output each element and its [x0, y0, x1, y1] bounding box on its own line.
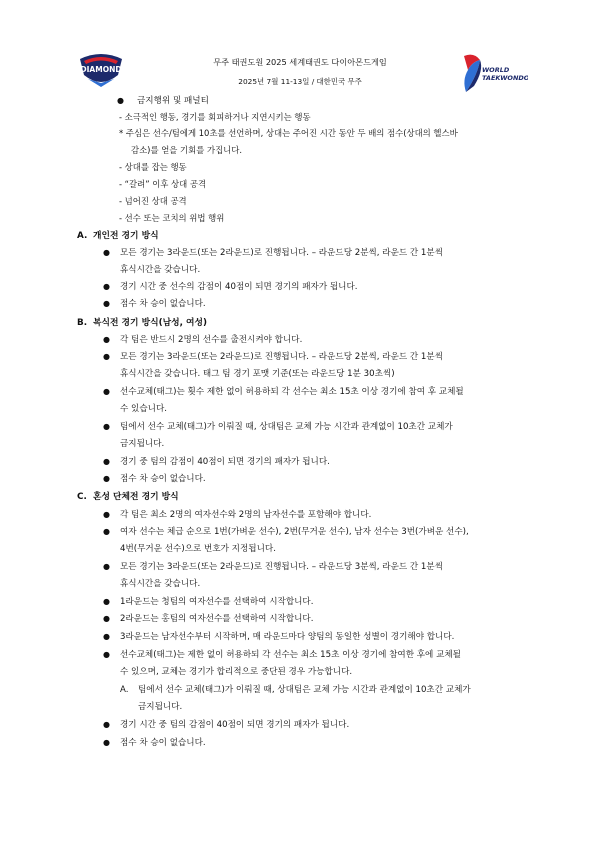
section-c-title: 혼성 단체전 경기 방식	[93, 492, 179, 502]
section-c-line: 경기 시간 중 팀의 감점이 40점이 되면 경기의 패자가 됩니다.	[120, 720, 350, 730]
intro-heading: 금지행위 및 패널티	[137, 96, 209, 106]
section-a-line: 경기 시간 중 선수의 감점이 40점이 되면 경기의 패자가 됩니다.	[120, 282, 358, 292]
section-b-line: 모든 경기는 3라운드(또는 2라운드)로 진행됩니다. – 라운드당 2분씩, 라운드 간 1분씩	[120, 352, 444, 362]
section-c-line: 휴식시간을 갖습니다.	[120, 579, 201, 589]
bullet-icon: ●	[103, 457, 110, 466]
world-taekwondo-logo	[458, 52, 528, 96]
section-b-line: 수 있습니다.	[120, 404, 167, 414]
bullet-icon: ●	[103, 387, 110, 396]
bullet-icon: ●	[103, 352, 110, 361]
bullet-icon: ●	[103, 299, 110, 308]
section-b-line: 휴식시간을 갖습니다. 태그 팀 경기 포맷 기준(또는 라운드당 1분 30초씩)	[120, 369, 395, 379]
logo-right-text-2: TAEKWONDO	[482, 74, 528, 82]
bullet-icon: ●	[103, 248, 110, 257]
section-a-line: 점수 차 승이 없습니다.	[120, 299, 206, 309]
intro-line: 감소)를 얻을 기회를 가집니다.	[131, 145, 242, 155]
section-b-line: 경기 중 팀의 감점이 40점이 되면 경기의 패자가 됩니다.	[120, 457, 330, 467]
bullet-icon: ●	[103, 527, 110, 536]
intro-line: - 넘어진 상대 공격	[119, 196, 187, 206]
section-a-title: 개인전 경기 방식	[93, 231, 159, 241]
section-c-line: 2라운드는 홍팀의 여자선수를 선택하여 시작합니다.	[120, 614, 314, 624]
section-b-title: 복식전 경기 방식(남성, 여성)	[93, 318, 208, 328]
bullet-icon: ●	[103, 720, 110, 729]
section-c-line: 수 있으며, 교체는 경기가 합리적으로 중단된 경우 가능합니다.	[120, 667, 353, 677]
section-c-letter: C.	[77, 492, 87, 502]
bullet-icon: ●	[103, 650, 110, 659]
section-b-line: 팀에서 선수 교체(태그)가 이뤄질 때, 상대팀은 교체 가능 시간과 관계없이 10초간 교체가	[120, 422, 453, 432]
bullet-icon: ●	[103, 510, 110, 519]
section-a-line: 휴식시간을 갖습니다.	[120, 265, 201, 275]
section-b-line: 선수교체(태그)는 횟수 제한 없이 허용하되 각 선수는 최소 15초 이상 경기에 참여 후 교체될	[120, 387, 464, 397]
bullet-icon: ●	[103, 632, 110, 641]
bullet-icon: ●	[103, 562, 110, 571]
bullet-icon: ●	[103, 597, 110, 606]
logo-right-text-1: WORLD	[482, 66, 510, 74]
intro-line: - 소극적인 행동, 경기를 회피하거나 지연시키는 행동	[119, 112, 311, 122]
logo-left-text: DIAMOND	[80, 65, 122, 74]
section-c-line: 팀에서 선수 교체(태그)가 이뤄질 때, 상대팀은 교체 가능 시간과 관계없이 10초간 교체가	[138, 685, 471, 695]
section-a-letter: A.	[77, 231, 88, 241]
section-c-line: 금지됩니다.	[138, 702, 183, 712]
header-subtitle: 2025년 7월 11-13일 / 대한민국 무주	[238, 77, 362, 86]
section-c-line: 3라운드는 남자선수부터 시작하며, 매 라운드마다 양팀의 동일한 성별이 경기해야 합니다.	[120, 632, 455, 642]
intro-line: * 주심은 선수/팀에게 10초를 선언하며, 상대는 주어진 시간 동안 두 배의 점수(상대의 헬스바	[119, 128, 458, 138]
section-a-line: 모든 경기는 3라운드(또는 2라운드)로 진행됩니다. – 라운드당 2분씩, 라운드 간 1분씩	[120, 248, 444, 258]
section-c-line: 선수교체(태그)는 제한 없이 허용하되 각 선수는 최소 15초 이상 경기에 참여한 후에 교체될	[120, 650, 461, 660]
bullet-icon: ●	[103, 422, 110, 431]
bullet-icon: ●	[103, 614, 110, 623]
section-c-line: 1라운드는 청팀의 여자선수를 선택하여 시작합니다.	[120, 597, 314, 607]
section-c-line: 여자 선수는 체급 순으로 1번(가벼운 선수), 2번(무거운 선수), 남자 선수는 3번(가벼운 선수),	[120, 527, 469, 537]
section-c-line: 모든 경기는 3라운드(또는 2라운드)로 진행됩니다. – 라운드당 3분씩, 라운드 간 1분씩	[120, 562, 444, 572]
bullet-icon: ●	[103, 738, 110, 747]
section-b-line: 점수 차 승이 없습니다.	[120, 474, 206, 484]
bullet-icon: ●	[103, 282, 110, 291]
intro-line: - “갈려” 이후 상대 공격	[119, 179, 207, 189]
section-c-line: 각 팀은 최소 2명의 여자선수와 2명의 남자선수를 포함해야 합니다.	[120, 510, 372, 520]
intro-line: - 상대를 잡는 행동	[119, 162, 187, 172]
bullet-icon: ●	[117, 96, 124, 105]
bullet-icon: ●	[103, 474, 110, 483]
section-c-line: 점수 차 승이 없습니다.	[120, 738, 206, 748]
section-b-line: 각 팀은 반드시 2명의 선수를 출전시켜야 합니다.	[120, 335, 303, 345]
section-c-sub-letter: A.	[120, 685, 129, 695]
header-title: 무주 태권도원 2025 세계태권도 다이아몬드게임	[213, 57, 387, 67]
section-b-letter: B.	[77, 318, 88, 328]
intro-line: - 선수 또는 코치의 위법 행위	[119, 213, 225, 223]
bullet-icon: ●	[103, 335, 110, 344]
section-b-line: 금지됩니다.	[120, 439, 165, 449]
section-c-line: 4번(무거운 선수)으로 번호가 지정됩니다.	[120, 544, 276, 554]
